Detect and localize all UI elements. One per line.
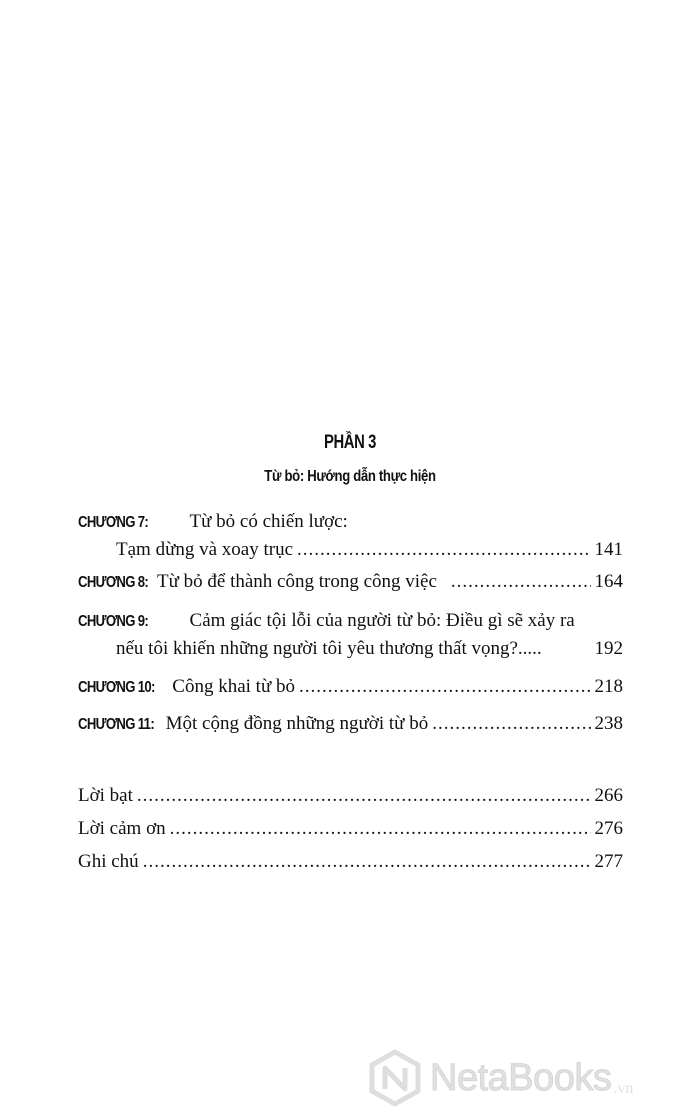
chapter-title: Từ bỏ để thành công trong công việc bbox=[157, 571, 437, 592]
chapter-title-continued: nếu tôi khiến những người tôi yêu thương thất vọng?..... bbox=[116, 638, 542, 659]
watermark-suffix: .vn bbox=[613, 1080, 634, 1097]
page-number: 238 bbox=[594, 713, 623, 734]
dot-leader bbox=[299, 673, 591, 701]
page-number: 276 bbox=[594, 818, 623, 839]
watermark-brand: NetaBooks bbox=[430, 1056, 612, 1099]
page-number: 192 bbox=[594, 638, 623, 659]
watermark bbox=[366, 1046, 700, 1110]
chapter-label: CHƯƠNG 11: bbox=[78, 716, 155, 733]
page-number: 277 bbox=[594, 851, 623, 872]
part-subtitle: Từ bỏ: Hướng dẫn thực hiện bbox=[264, 468, 436, 485]
page-number: 141 bbox=[594, 539, 623, 560]
chapter-title-continued: Tạm dừng và xoay trục bbox=[116, 539, 294, 560]
dot-leader bbox=[297, 536, 590, 564]
toc-entry-chapter-8 bbox=[78, 568, 623, 596]
section-title: Lời cảm ơn bbox=[78, 818, 166, 839]
chapter-label: CHƯƠNG 8: bbox=[78, 574, 149, 591]
dot-leader bbox=[432, 710, 590, 738]
chapter-title: Một cộng đồng những người từ bỏ bbox=[165, 713, 429, 734]
netabooks-logo-icon bbox=[366, 1049, 424, 1107]
toc-entry-chapter-11 bbox=[78, 710, 623, 738]
page-number: 164 bbox=[594, 571, 623, 592]
chapter-title: Công khai từ bỏ bbox=[172, 676, 295, 697]
part-title: PHẦN 3 bbox=[323, 432, 377, 453]
toc-entry-notes bbox=[78, 848, 623, 876]
chapter-label: CHƯƠNG 7: bbox=[78, 514, 149, 531]
toc-entry-chapter-9 bbox=[78, 607, 623, 663]
chapter-title: Từ bỏ có chiến lược: bbox=[189, 511, 348, 532]
chapter-title: Cảm giác tội lỗi của người từ bỏ: Điều gì sẽ xảy ra bbox=[189, 610, 575, 631]
dot-leader bbox=[143, 848, 591, 876]
dot-leader bbox=[137, 782, 591, 810]
chapter-label: CHƯƠNG 10: bbox=[78, 679, 155, 696]
toc-entry-acknowledgements bbox=[78, 815, 623, 843]
toc-entry-chapter-7 bbox=[78, 508, 623, 564]
page-number: 218 bbox=[594, 676, 623, 697]
dot-leader bbox=[451, 568, 591, 596]
section-title: Ghi chú bbox=[78, 851, 139, 872]
section-title: Lời bạt bbox=[78, 785, 133, 806]
dot-leader bbox=[170, 815, 591, 843]
toc-entry-chapter-10 bbox=[78, 673, 623, 701]
toc-entry-afterword bbox=[78, 782, 623, 810]
chapter-label: CHƯƠNG 9: bbox=[78, 613, 149, 630]
page-number: 266 bbox=[594, 785, 623, 806]
